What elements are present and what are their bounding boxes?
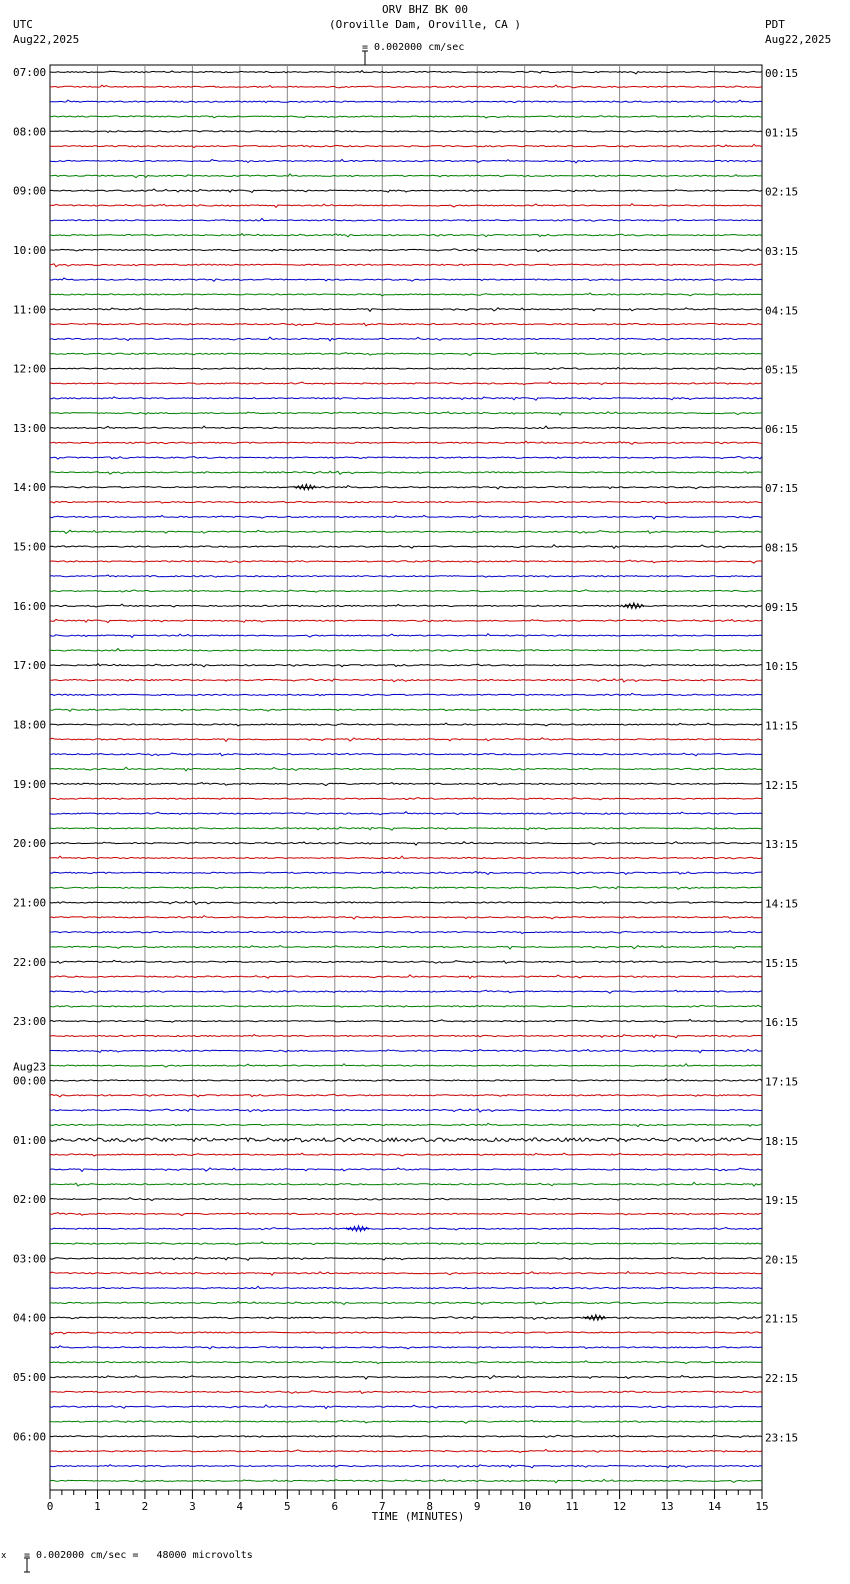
seismic-trace <box>50 960 762 963</box>
plot-grid <box>50 65 762 1490</box>
right-hour-label: 15:15 <box>765 956 799 970</box>
x-tick-label: 15 <box>755 1500 769 1513</box>
seismic-trace <box>50 1094 762 1097</box>
seismic-trace <box>50 620 762 623</box>
seismic-trace <box>50 1153 762 1156</box>
seismic-trace <box>50 1346 762 1349</box>
seismic-event <box>622 603 644 609</box>
seismic-trace <box>50 1182 762 1186</box>
x-tick-label: 1 <box>94 1500 101 1513</box>
seismic-trace <box>50 1168 762 1172</box>
seismic-trace <box>50 1391 762 1394</box>
seismic-trace <box>50 144 762 147</box>
seismic-trace <box>50 798 762 800</box>
seismic-trace <box>50 441 762 444</box>
left-hour-label: 23:00 <box>13 1015 47 1029</box>
seismic-trace <box>50 1376 762 1380</box>
seismic-trace <box>50 323 762 326</box>
seismic-trace <box>50 71 762 74</box>
right-hour-label: 13:15 <box>765 838 799 852</box>
seismic-trace <box>50 530 762 533</box>
seismic-trace <box>50 679 762 682</box>
seismic-trace <box>50 1301 762 1304</box>
seismic-trace <box>50 827 762 830</box>
x-axis-label: TIME (MINUTES) <box>371 1510 465 1523</box>
left-hour-label: 17:00 <box>13 659 47 673</box>
seismic-trace <box>50 1465 762 1468</box>
station-title: ORV BHZ BK 00 <box>381 3 469 16</box>
seismic-trace <box>50 1213 762 1216</box>
seismic-trace <box>50 1035 762 1038</box>
seismic-trace <box>50 1064 762 1067</box>
seismic-trace <box>50 649 762 652</box>
trace-group <box>50 71 762 1483</box>
seismic-trace <box>50 174 762 178</box>
left-hour-label: 04:00 <box>13 1311 47 1325</box>
seismic-trace <box>50 1228 762 1230</box>
seismic-trace <box>50 1435 762 1437</box>
scale-label: = 0.002000 cm/sec <box>362 42 465 53</box>
seismic-trace <box>50 412 762 415</box>
right-hour-label: 21:15 <box>765 1312 799 1326</box>
left-hour-label: 16:00 <box>13 599 47 613</box>
left-hour-label: 12:00 <box>13 362 47 376</box>
right-date: Aug22,2025 <box>765 33 832 46</box>
right-time-labels <box>765 67 798 1444</box>
x-tick-label: 9 <box>473 1500 481 1513</box>
right-hour-label: 12:15 <box>765 778 799 792</box>
right-hour-label: 08:15 <box>765 541 799 555</box>
seismic-trace <box>50 100 762 103</box>
x-tick-label: 0 <box>46 1500 54 1513</box>
seismic-trace <box>50 204 762 208</box>
left-hour-label: 14:00 <box>13 481 47 495</box>
seismic-trace <box>50 871 762 874</box>
plot-frame <box>50 65 762 1490</box>
date-change-label: Aug23 <box>13 1060 47 1074</box>
seismic-trace <box>50 1198 762 1201</box>
seismic-trace <box>50 1049 762 1052</box>
seismic-trace <box>50 1361 762 1364</box>
left-hour-label: 18:00 <box>13 718 47 732</box>
seismic-trace <box>50 368 762 370</box>
seismic-trace <box>50 783 762 786</box>
right-hour-label: 19:15 <box>765 1194 799 1208</box>
right-hour-label: 07:15 <box>765 482 799 496</box>
seismic-trace <box>50 753 762 756</box>
seismic-trace <box>50 1479 762 1482</box>
seismic-trace <box>50 397 762 400</box>
right-hour-label: 16:15 <box>765 1016 799 1030</box>
right-hour-label: 03:15 <box>765 244 799 258</box>
seismic-trace <box>50 457 762 460</box>
seismic-trace <box>50 723 762 726</box>
seismic-trace <box>50 738 762 742</box>
seismic-trace <box>50 515 762 519</box>
right-hour-label: 04:15 <box>765 304 799 318</box>
seismic-trace <box>50 249 762 252</box>
x-tick-label: 5 <box>284 1500 291 1513</box>
seismic-trace <box>50 545 762 549</box>
left-hour-label: 21:00 <box>13 896 47 910</box>
left-hour-label: 05:00 <box>13 1371 47 1385</box>
seismic-trace <box>50 353 762 356</box>
left-hour-label: 07:00 <box>13 66 47 79</box>
footer-mark: x <box>1 1551 7 1561</box>
left-hour-label: 10:00 <box>13 243 47 257</box>
left-hour-label: 20:00 <box>13 837 47 851</box>
seismic-trace <box>50 1332 762 1335</box>
seismic-trace <box>50 160 762 163</box>
seismic-trace <box>50 709 762 711</box>
seismic-trace <box>50 856 762 859</box>
seismic-trace <box>50 887 762 890</box>
seismic-trace <box>50 486 762 489</box>
left-hour-label: 13:00 <box>13 421 47 435</box>
seismic-trace <box>50 189 762 193</box>
right-hour-label: 09:15 <box>765 600 799 614</box>
seismic-trace <box>50 1405 762 1409</box>
seismic-trace <box>50 1286 762 1289</box>
seismic-trace <box>50 382 762 385</box>
footer-scale-note: = 0.002000 cm/sec = 48000 microvolts <box>24 1550 253 1561</box>
left-hour-label: 08:00 <box>13 125 47 139</box>
right-hour-label: 14:15 <box>765 897 799 911</box>
seismic-trace <box>50 664 762 667</box>
left-hour-label: 00:00 <box>13 1074 47 1088</box>
seismic-trace <box>50 590 762 592</box>
seismic-trace <box>50 85 762 88</box>
seismic-trace <box>50 1079 762 1081</box>
seismic-trace <box>50 234 762 237</box>
station-location: (Oroville Dam, Oroville, CA ) <box>328 18 522 31</box>
seismic-trace <box>50 916 762 919</box>
left-hour-label: 11:00 <box>13 303 47 317</box>
x-tick-label: 4 <box>236 1500 244 1513</box>
seismic-trace <box>50 1138 762 1142</box>
left-date: Aug22,2025 <box>13 33 80 46</box>
seismic-trace <box>50 218 762 221</box>
seismic-event <box>347 1226 369 1232</box>
left-hour-label: 15:00 <box>13 540 47 554</box>
seismic-trace <box>50 1449 762 1452</box>
right-hour-label: 17:15 <box>765 1075 799 1089</box>
left-time-labels <box>13 66 46 1443</box>
left-hour-label: 19:00 <box>13 777 47 791</box>
right-hour-label: 23:15 <box>765 1431 799 1445</box>
left-hour-label: 06:00 <box>13 1430 47 1444</box>
x-tick-label: 6 <box>331 1500 339 1513</box>
seismic-trace <box>50 1005 762 1007</box>
right-hour-label: 10:15 <box>765 660 799 674</box>
seismic-trace <box>50 842 762 845</box>
seismic-trace <box>50 812 762 815</box>
x-tick-label: 14 <box>707 1500 722 1513</box>
x-tick-label: 10 <box>518 1500 532 1513</box>
left-hour-label: 02:00 <box>13 1193 47 1207</box>
right-hour-label: 11:15 <box>765 719 799 733</box>
x-tick-label: 7 <box>378 1500 386 1513</box>
right-hour-label: 01:15 <box>765 126 799 140</box>
right-hour-label: 05:15 <box>765 363 799 377</box>
left-hour-label: 03:00 <box>13 1252 47 1266</box>
seismic-trace <box>50 767 762 771</box>
seismic-trace <box>50 131 762 133</box>
seismic-trace <box>50 293 762 296</box>
x-tick-label: 2 <box>141 1500 149 1513</box>
seismic-trace <box>50 931 762 934</box>
seismic-trace <box>50 1242 762 1245</box>
seismic-trace <box>50 975 762 979</box>
seismic-trace <box>50 308 762 312</box>
seismic-trace <box>50 426 762 429</box>
right-hour-label: 06:15 <box>765 422 799 436</box>
seismic-trace <box>50 1317 762 1320</box>
left-hour-label: 01:00 <box>13 1133 47 1147</box>
seismic-trace <box>50 634 762 638</box>
x-tick-label: 13 <box>660 1500 674 1513</box>
seismic-trace <box>50 1271 762 1275</box>
seismic-trace <box>50 337 762 341</box>
x-tick-label: 3 <box>189 1500 196 1513</box>
x-tick-label: 11 <box>565 1500 579 1513</box>
seismic-trace <box>50 560 762 563</box>
left-timezone: UTC <box>13 18 33 31</box>
left-hour-label: 09:00 <box>13 184 47 198</box>
right-hour-label: 22:15 <box>765 1372 799 1386</box>
seismic-trace <box>50 1109 762 1112</box>
seismic-event <box>584 1315 606 1321</box>
footer-scale-icon <box>10 1545 18 1561</box>
x-tick-label: 12 <box>612 1500 627 1513</box>
right-hour-label: 18:15 <box>765 1134 799 1148</box>
right-hour-label: 20:15 <box>765 1253 799 1267</box>
seismic-trace <box>50 693 762 696</box>
seismic-event <box>294 484 316 490</box>
seismic-trace <box>50 471 762 474</box>
seismic-trace <box>50 278 762 281</box>
seismic-trace <box>50 264 762 267</box>
seismic-trace <box>50 1019 762 1022</box>
seismic-trace <box>50 990 762 993</box>
right-timezone: PDT <box>765 18 785 31</box>
x-tick-label: 8 <box>426 1500 434 1513</box>
seismic-trace <box>50 901 762 904</box>
right-hour-label: 00:15 <box>765 67 799 80</box>
seismic-trace <box>50 575 762 577</box>
left-hour-label: 22:00 <box>13 955 47 969</box>
seismic-trace <box>50 501 762 503</box>
seismic-trace <box>50 1123 762 1126</box>
seismic-trace <box>50 604 762 607</box>
seismic-trace <box>50 1420 762 1423</box>
right-hour-label: 02:15 <box>765 185 799 199</box>
seismic-trace <box>50 116 762 119</box>
seismic-trace <box>50 1257 762 1260</box>
seismic-trace <box>50 946 762 950</box>
